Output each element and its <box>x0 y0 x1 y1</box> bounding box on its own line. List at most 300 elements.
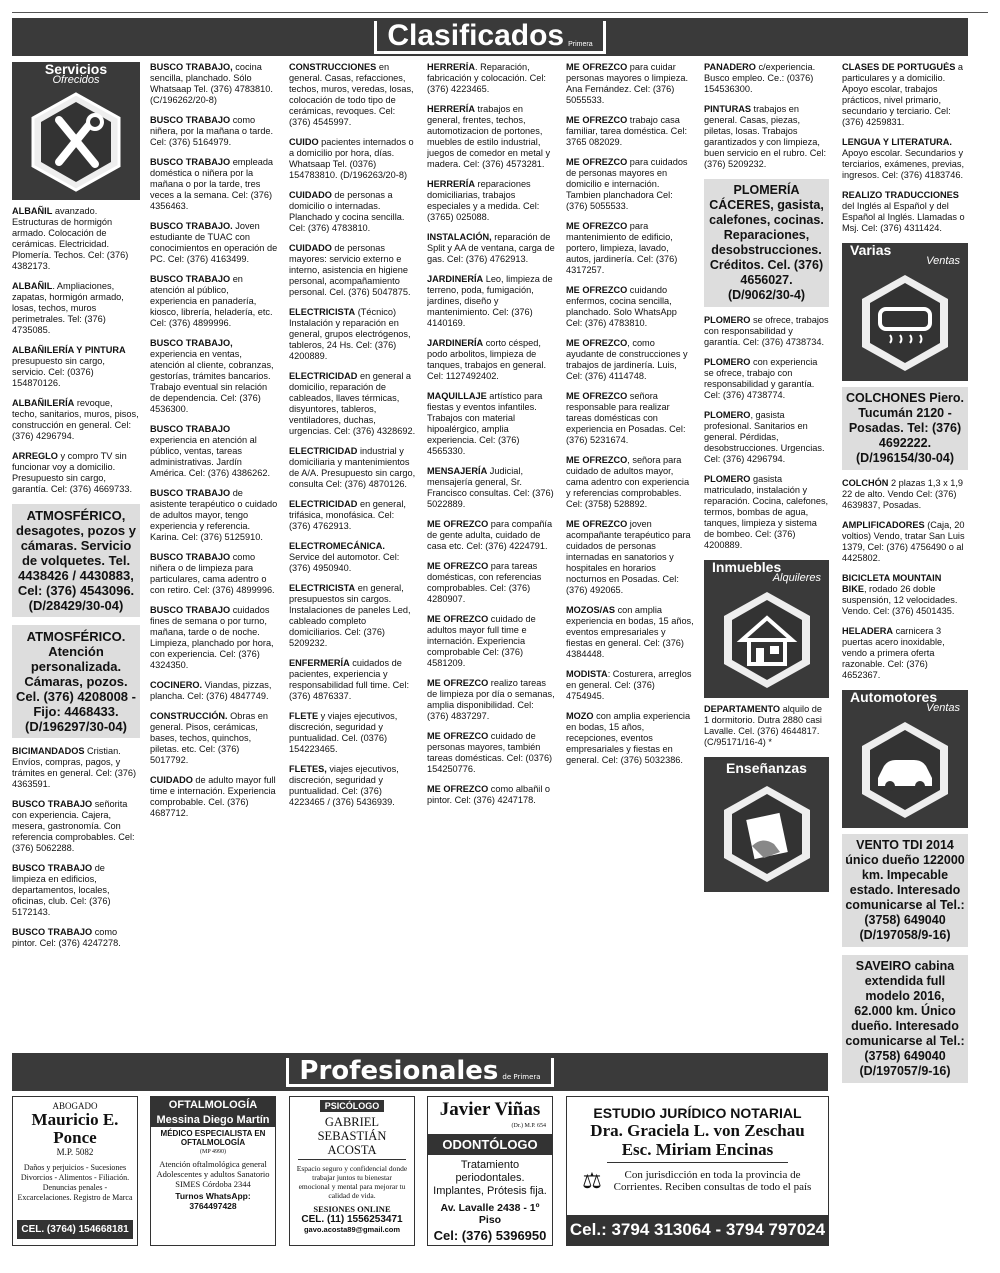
classified-ad <box>704 357 829 401</box>
ad-text: en general a domicilio, reparación de cableados, llaves térmicas, disyuntores, tableros, ventiladores, duchas, urgencias. Cel: (376) 4328692. <box>289 371 416 436</box>
ad-text: cuidando enfermos, cocina sencilla, planchado. Solo WhatsApp Cel: (376) 4783810. <box>566 285 677 328</box>
ad-keyword: MAQUILLAJE <box>427 391 487 401</box>
card-title: ESTUDIO JURÍDICO NOTARIAL <box>593 1105 802 1121</box>
ad-text: artístico para fiestas y eventos infantiles. Trabajos con material hipoalérgico, amplia experiencia. Cel: (376) 4565330. <box>427 391 543 456</box>
ad-keyword: ME OFREZCO <box>566 391 628 401</box>
ad-keyword: BUSCO TRABAJO <box>150 552 231 562</box>
card-desc: Tratamiento periodontales. Implantes, Prótesis fija. <box>433 1159 547 1197</box>
ad-text: para cuidados de personas mayores en domicilio e internación. Tambien planchadora Cel: (376) 5055533. <box>566 157 688 211</box>
ad-keyword: HERRERÍA <box>427 62 475 72</box>
section-name: Varias <box>850 242 892 258</box>
section-sub: Alquileres <box>772 572 821 584</box>
card-psicologo <box>289 1096 415 1246</box>
ad-keyword: CUIDADO <box>150 775 193 785</box>
profesionales-subtitle: de Primera <box>502 1072 541 1081</box>
ad-text: en atención al público, experiencia en panadería, kiosco, librería, heladería, etc. Cel: (376) 4899996. <box>150 274 273 328</box>
classified-ad <box>566 115 694 148</box>
ad-text: Leo, limpieza de terreno, poda, fumigación, jardines, diseño y mantenimiento. Cel: (376) 4140169. <box>427 274 553 328</box>
ad-text: de personas a domicilio o internadas. Planchado y cocina sencilla. Cel: (376) 4783810. <box>289 190 405 233</box>
classified-ad <box>150 552 278 596</box>
ad-keyword: CUIDO <box>289 137 319 147</box>
ad-keyword: ELECTRICIDAD <box>289 446 358 456</box>
ad-box-atmosferico-2: ATMOSFÉRICO. Atención personalizada. Cámaras, pozos. Cel. (376) 4208008 - Fijo: 4468433. (D/196297/30-04) <box>12 625 140 738</box>
card-phone: CEL. (11) 1556253471 <box>301 1214 403 1225</box>
ad-keyword: BICICLETA MOUNTAIN BIKE <box>842 573 942 594</box>
section-varias <box>842 243 968 381</box>
card-desc: Atención oftalmológica general Adolescentes y adultos Sanatorio SIMES Córdoba 2344 <box>156 1159 270 1189</box>
classified-ad <box>150 274 278 329</box>
classified-ad <box>427 104 555 170</box>
ad-keyword: ALBAÑIL <box>12 206 53 216</box>
classified-ad <box>12 451 140 495</box>
card-odontologo <box>427 1096 553 1246</box>
ad-text: reparación de Split y AA de ventana, carga de gas. Cel: (376) 4762913. <box>427 232 555 264</box>
ad-text: avanzado. Estructuras de hormigón armado. Colocación de cerámicas. Electricidad. Plomería. Techos. Cel: (376) 4382173. <box>12 206 129 271</box>
classified-ad <box>150 424 278 479</box>
scales-icon: ⚖ <box>582 1168 602 1193</box>
card-role: ABOGADO <box>52 1101 98 1111</box>
card-name-2: Esc. Miriam Encinas <box>607 1140 788 1163</box>
classified-ad <box>566 711 694 766</box>
page-subtitle: Primera <box>568 40 593 48</box>
classified-ad <box>289 243 417 298</box>
ad-text: gasista matriculado, instalación y reparación. Cocina, calefones, termos, bombas de agua, tanques, limpieza y sistema de bombeo. Cel: (376) 4200889. <box>704 474 829 550</box>
ad-keyword: BUSCO TRABAJO <box>150 488 231 498</box>
profesionales-title-frame <box>286 1055 553 1087</box>
ad-keyword: JARDINERÍA <box>427 274 484 284</box>
classified-ad <box>842 520 968 564</box>
ad-keyword: CLASES DE PORTUGUÉS <box>842 62 956 72</box>
classified-ad <box>12 746 140 790</box>
classified-ad <box>12 863 140 918</box>
ad-text: experiencia en atención al público, ventas, tareas administrativas. Jardín América. Cel: (376) 4386262. <box>150 435 271 478</box>
ad-text: para mantenimiento de edificio, portero, limpieza, lavado, autos, jardinería. Cel: (376) 4317257. <box>566 221 678 275</box>
ad-keyword: BICIMANDADOS <box>12 746 85 756</box>
ad-text: trabajos en general. Casas, piezas, piletas, losas. Trabajos garantizados y con limpieza, buen servicio en el rubro. Cel: (376) 5209232. <box>704 104 827 169</box>
ad-text: cuidado de adultos mayor full time e internación. Experiencia comprobable Cel: (376) 4581209. <box>427 614 536 668</box>
classified-ad <box>566 669 694 702</box>
card-phone: Cel.: 3794 313064 - 3794 797024 <box>567 1215 828 1245</box>
ad-keyword: REALIZO TRADUCCIONES <box>842 190 959 200</box>
classified-ad <box>427 614 555 669</box>
card-specialty: MÉDICO ESPECIALISTA EN OFTALMOLOGÍA <box>160 1129 266 1147</box>
ad-text: corto césped, podo arbolitos, limpieza de tanques, trabajos en general. Cel: 1127492402. <box>427 338 547 381</box>
ad-keyword: BUSCO TRABAJO <box>12 799 93 809</box>
profesionales-banner <box>12 1053 828 1091</box>
card-mp: M.P. 5082 <box>56 1147 94 1157</box>
section-automotores <box>842 690 968 828</box>
ad-text: Viandas, pizzas, plancha. Cel: (376) 4847749. <box>150 680 272 701</box>
classified-ad <box>12 398 140 442</box>
card-name: Mauricio E. Ponce <box>31 1110 119 1147</box>
ad-keyword: PLOMERO <box>704 410 751 420</box>
column-5 <box>566 62 694 1052</box>
ad-text: en general, presupuestos sin cargos. Instalaciones de paneles Led, cableado completo domiciliarios. Cel: (376) 5209232. <box>289 583 411 648</box>
ad-keyword: HELADERA <box>842 626 894 636</box>
classified-ad <box>150 157 278 212</box>
classified-ad <box>289 711 417 755</box>
classified-ad <box>289 446 417 490</box>
classified-ad <box>427 274 555 329</box>
section-inmuebles <box>704 560 829 698</box>
card-phone: Cel: (376) 5396950 <box>433 1228 547 1243</box>
classified-ad <box>150 488 278 543</box>
ad-text: en general. Casas, refacciones, techos, muros, veredas, losas, colocación de todo tipo de cerámicas, revoques. Cel: (376) 4545997. <box>289 62 414 127</box>
ad-keyword: ME OFREZCO <box>566 338 628 348</box>
ad-keyword: JARDINERÍA <box>427 338 484 348</box>
classified-ad <box>427 678 555 722</box>
ad-text: trabajos en general, frentes, techos, automotizacion de portones, muebles de estilo industrial, juegos de comedor en metal y madera. Cel: (376) 4573281. <box>427 104 551 169</box>
classified-ad <box>842 190 968 234</box>
car-icon <box>842 716 968 828</box>
section-sub: Ventas <box>926 255 960 267</box>
ad-keyword: CUIDADO <box>289 243 332 253</box>
ad-text: Apoyo escolar. Secundarios y terciarios, exámenes, previas, ingresos. Cel: (376) 4183746. <box>842 148 965 180</box>
tools-icon <box>12 88 140 200</box>
card-role: PSICÓLOGO <box>320 1100 384 1112</box>
ad-text: señora responsable para realizar tareas domésticas con experiencia en Posadas. Cel: (376) 5231674. <box>566 391 686 445</box>
classified-ad <box>704 62 829 95</box>
ad-text: , señora para cuidado de adultos mayor, cama adentro con experiencia y referencias comprobables. Cel: (3758) 528892. <box>566 455 690 509</box>
ad-text: carnicera 3 puertas acero inoxidable, vendo a primera oferta razonable. Cel: (376) 4652367. <box>842 626 945 680</box>
card-name: GABRIEL SEBASTIÁN ACOSTA <box>298 1115 406 1160</box>
classified-ad <box>842 62 968 128</box>
ad-text: realizo tareas de limpieza por día o semanas, amplia disponibilidad. Cel: (376) 4837297. <box>427 678 555 721</box>
ad-keyword: ARREGLO <box>12 451 58 461</box>
ad-keyword: ELECTRICIDAD <box>289 371 358 381</box>
classified-ad <box>289 371 417 437</box>
classified-ad <box>150 62 278 106</box>
ad-text: del Inglés al Español y del Español al Inglés. Llamadas o Msj. Cel: (376) 4311424. <box>842 201 965 233</box>
ad-keyword: BUSCO TRABAJO, <box>150 338 233 348</box>
card-name: Messina Diego Martín <box>151 1113 275 1127</box>
ad-text: Cristian. Envíos, compras, pagos, y trámites en general. Cel: (376) 4363591. <box>12 746 137 789</box>
ad-keyword: PINTURAS <box>704 104 751 114</box>
classified-ad <box>842 137 968 181</box>
classified-ad <box>150 338 278 415</box>
ad-keyword: COCINERO. <box>150 680 203 690</box>
classified-ad <box>566 62 694 106</box>
card-role: OFTALMOLOGÍA <box>151 1097 275 1113</box>
ad-keyword: ME OFREZCO <box>566 519 628 529</box>
classified-ad <box>566 157 694 212</box>
card-estudio-juridico <box>566 1096 829 1246</box>
classified-ad <box>704 704 829 748</box>
ad-keyword: ELECTRICIDAD <box>289 499 358 509</box>
ad-text: trabajo casa familiar, tarea doméstica. Cel: 3765 082029. <box>566 115 688 147</box>
classified-ad <box>566 605 694 660</box>
ad-text: alquilo de 1 dormitorio. Dutra 2880 casi Lavalle. Cel. (376) 4644817. (C/95171/16-4) * <box>704 704 822 747</box>
ad-keyword: ALBAÑILERÍA Y PINTURA <box>12 345 126 355</box>
classified-ad <box>289 190 417 234</box>
ad-keyword: ME OFREZCO <box>566 157 628 167</box>
ad-text: . Reparación, fabricación y colocación. Cel: (376) 4223465. <box>427 62 546 94</box>
classified-ad <box>150 775 278 819</box>
classified-ad <box>150 221 278 265</box>
ad-keyword: BUSCO TRABAJO <box>150 424 231 434</box>
ad-text: , gasista profesional. Sanitarios en general. Pérdidas, desobstrucciones. Urgencias. Cel: (376) 4296794. <box>704 410 825 464</box>
ad-text: cuidados de pacientes, experiencia y responsabilidad full time. Cel: (376) 4876337. <box>289 658 410 701</box>
section-name: Automotores <box>850 689 938 705</box>
section-name: Inmuebles <box>712 559 782 575</box>
ad-keyword: ME OFREZCO <box>427 519 489 529</box>
ad-keyword: INSTALACIÓN, <box>427 232 492 242</box>
ad-text: como albañil o pintor. Cel: (376) 4247178. <box>427 784 551 805</box>
classified-ad <box>12 345 140 389</box>
column-2 <box>150 62 278 1052</box>
classified-ad <box>842 478 968 511</box>
ad-keyword: ME OFREZCO <box>427 678 489 688</box>
classified-ad <box>427 232 555 265</box>
card-phone: CEL. (3764) 154668181 <box>17 1220 133 1239</box>
ad-box-saveiro: SAVEIRO cabina extendida full modelo 2016, 62.000 km. Único dueño. Interesado comunicarse al Tel.: (3758) 649040 (D/197057/9-16) <box>842 955 968 1083</box>
classified-ad <box>289 541 417 574</box>
classified-ad <box>566 221 694 276</box>
classified-ad <box>566 338 694 382</box>
classified-ad <box>150 680 278 702</box>
ad-text: como pintor. Cel: (376) 4247278. <box>12 927 121 948</box>
ad-keyword: BUSCO TRABAJO <box>150 605 231 615</box>
ad-keyword: ALBAÑIL <box>12 281 53 291</box>
classified-ad <box>150 605 278 671</box>
top-rule <box>12 12 988 13</box>
card-name-1: Dra. Graciela L. von Zeschau <box>590 1121 805 1140</box>
classified-ad <box>704 104 829 170</box>
ad-keyword: ME OFREZCO <box>427 731 489 741</box>
ad-keyword: ENFERMERÍA <box>289 658 350 668</box>
section-sub: Ventas <box>926 702 960 714</box>
ad-keyword: ME OFREZCO <box>566 455 628 465</box>
ad-keyword: ME OFREZCO <box>427 561 489 571</box>
ad-box-atmosferico-1: ATMOSFÉRICO, desagotes, pozos y cámaras. Servicio de volquetes. Tel. 4438426 / 4430883, Cel: (376) 4543096. (D/28429/30-04) <box>12 504 140 617</box>
ad-keyword: COLCHÓN <box>842 478 889 488</box>
ad-keyword: BUSCO TRABAJO <box>12 863 93 873</box>
page-title: Clasificados <box>387 18 565 52</box>
header-banner <box>12 18 968 56</box>
ad-text: viajes ejecutivos, discreción, seguridad y puntualidad. Cel: (376) 4223465 / (376) 5436939. <box>289 764 399 807</box>
ad-box-plomeria: PLOMERÍA CÁCERES, gasista, calefones, cocinas. Reparaciones, desobstrucciones. Créditos. Cel. (376) 4656027. (D/9062/30-4) <box>704 179 829 307</box>
classified-ad <box>12 281 140 336</box>
ad-keyword: ELECTROMECÁNICA. <box>289 541 385 551</box>
ad-keyword: FLETES, <box>289 764 327 774</box>
classified-ad <box>427 561 555 605</box>
classified-ad <box>289 499 417 532</box>
classified-ad <box>12 799 140 854</box>
card-address: Av. Lavalle 2438 - 1º Piso <box>440 1202 540 1226</box>
ad-text: Joven estudiante de TUAC con conocimientos en operación de PC. Cel: (376) 4163499. <box>150 221 278 264</box>
section-name: Enseñanzas <box>726 760 807 776</box>
classified-ad <box>566 455 694 510</box>
ad-keyword: MOZO <box>566 711 594 721</box>
ad-text: de asistente terapéutico o cuidado de adultos mayor, tengo experiencia y referencia. Karina. Cel: (376) 5125910. <box>150 488 278 542</box>
ad-keyword: CUIDADO <box>289 190 332 200</box>
card-mp: (MP 4990) <box>200 1149 226 1155</box>
ad-text: cuidado de personas mayores, también tareas domésticas. Cel: (0376) 154250776. <box>427 731 553 774</box>
ad-text: joven acompañante terapéutico para cuidados de personas internadas en sanatorios y hospitales en horarios nocturnos en Posadas. Cel: (376) 492065. <box>566 519 691 595</box>
ad-text: empleada doméstica o niñera por la mañana o por la tarde, tres veces a la semana. Cel: (376) 4356463. <box>150 157 274 211</box>
ad-text: Service del automotor. Cel: (376) 4950940. <box>289 552 400 573</box>
column-7 <box>842 62 968 1247</box>
classified-ad <box>289 583 417 649</box>
ad-keyword: CONSTRUCCIÓN. <box>150 711 228 721</box>
ad-keyword: ME OFREZCO <box>427 784 489 794</box>
section-servicios <box>12 62 140 200</box>
card-email: gavo.acosta89@gmail.com <box>303 1225 401 1234</box>
classified-ad <box>704 315 829 348</box>
ad-keyword: PANADERO <box>704 62 756 72</box>
ad-text: industrial y domiciliaria y mantenimientos de A/A. Presupuesto sin cargo, consulta Cel: (376) 4870126. <box>289 446 416 489</box>
ad-keyword: ME OFREZCO <box>427 614 489 624</box>
classified-ad <box>289 764 417 808</box>
classified-ad <box>427 519 555 552</box>
classified-ad <box>566 285 694 329</box>
column-1 <box>12 62 140 1052</box>
ad-text: : Costurera, arreglos en general. Cel: (376) 4754945. <box>566 669 692 701</box>
classified-ad <box>427 391 555 457</box>
ad-keyword: MENSAJERÍA <box>427 466 488 476</box>
card-desc: Con jurisdicción en toda la provincia de Corrientes. Reciben consultas de todo el país <box>613 1169 812 1193</box>
ad-text: . Ampliaciones, zapatas, hormigón armado, losas, techos, muros perimetrales. Tel: (376) 4735085. <box>12 281 124 335</box>
ad-text: Obras en general. Pisos, cerámicas, bases, techos, quinchos, piletas. etc. Cel: (376) 5017792. <box>150 711 268 765</box>
card-name: Javier Viñas <box>439 1099 541 1120</box>
ad-keyword: BUSCO TRABAJO, <box>150 62 233 72</box>
ad-text: Judicial, mensajería general, Sr. Francisco consultas. Cel: (376) 5022889. <box>427 466 554 509</box>
classified-ad <box>427 179 555 223</box>
column-4 <box>427 62 555 1052</box>
ad-text: (Técnico) Instalación y reparación en general, grupos electrógenos, tableros, 24 Hs. Cel: (376) 4200889. <box>289 307 411 361</box>
ad-keyword: HERRERÍA <box>427 179 475 189</box>
ad-text: (Caja, 20 voltios) Vendo, tratar San Luis 1379, Cel: (376) 4756490 o al 4425802. <box>842 520 965 563</box>
ad-text: 2 plazas 1,3 x 1,9 22 de alto. Vendo Cel: (376) 4639837, Posadas. <box>842 478 964 510</box>
ad-keyword: BUSCO TRABAJO <box>12 927 93 937</box>
classified-ad <box>427 731 555 775</box>
ad-text: con amplia experiencia en bodas, 15 años, recepciones, eventos empresariales y fiestas en general. Cel: (376) 5032386. <box>566 711 691 765</box>
classified-ad <box>704 474 829 551</box>
ad-keyword: ME OFREZCO <box>566 62 628 72</box>
section-sub: Ofrecidos <box>52 74 100 86</box>
classified-ad <box>289 62 417 128</box>
ad-keyword: PLOMERO <box>704 357 751 367</box>
ad-keyword: BUSCO TRABAJO. <box>150 221 233 231</box>
ad-text: de personas mayores: servicio externo e interno, asistencia en higiene personal, acompañamiento personal. Cel. (376) 5047875. <box>289 243 411 297</box>
ad-text: de limpieza en edificios, departamentos, locales, oficinas, club. Cel: (376) 5172143. <box>12 863 111 917</box>
ad-keyword: BUSCO TRABAJO <box>150 157 231 167</box>
ad-text: con experiencia se ofrece, trabajo con responsabilidad y garantía. Cel: (376) 4738774. <box>704 357 818 400</box>
classified-ad <box>842 573 968 617</box>
ad-text: cuidados fines de semana o por turno, mañana, tarde o de noche. Limpieza, planchado por hora, con experiencia. Cel: (376) 4324350. <box>150 605 274 670</box>
ad-text: cocina sencilla, planchado. Sólo Whatsaap Tel. (376) 4783810. (C/196262/20-8) <box>150 62 273 105</box>
ad-text: , rodado 26 doble suspensión, 12 velocidades. Vendo. Cel: (376) 4501435. <box>842 584 958 616</box>
classified-ad <box>12 927 140 949</box>
ad-box-vento: VENTO TDI 2014 único dueño 122000 km. Impecable estado. Interesado comunicarse al Tel.: (3758) 649040 (D/197058/9-16) <box>842 834 968 947</box>
profesionales-title: Profesionales <box>299 1055 499 1086</box>
ad-keyword: PLOMERO <box>704 474 751 484</box>
ad-text: pacientes internados o a domicilio por hora, días. Whatsaap Tel. (0376) 154783810. (D/196263/20-8) <box>289 137 414 180</box>
ad-text: , como ayudante de construcciones y trabajos de jardinería. Luis, Cel: (376) 4114748. <box>566 338 688 381</box>
classified-ad <box>150 711 278 766</box>
ad-text: para tareas domésticas, con referencias comprobables. Cel: (376) 4280907. <box>427 561 542 604</box>
classified-ad <box>289 658 417 702</box>
ad-keyword: LENGUA Y LITERATURA. <box>842 137 952 147</box>
ad-keyword: FLETE <box>289 711 319 721</box>
ad-keyword: HERRERÍA <box>427 104 475 114</box>
card-mp: (Dr.) M.P. 654 <box>511 1123 546 1129</box>
classified-ad <box>289 307 417 362</box>
ad-text: y viajes ejecutivos, discreción, seguridad y puntualidad. Cel. (0376) 154223465. <box>289 711 398 754</box>
house-icon <box>704 586 829 698</box>
ad-keyword: BUSCO TRABAJO <box>150 274 231 284</box>
ad-box-colchones: COLCHONES Piero. Tucumán 2120 - Posadas. Tel: (376) 4692222. (D/196154/30-04) <box>842 387 968 470</box>
ad-keyword: ELECTRICISTA <box>289 583 356 593</box>
ad-text: de adulto mayor full time e internación. Experiencia comprobable. Cel. (376) 4687712. <box>150 775 276 818</box>
classified-ad <box>427 784 555 806</box>
ad-text: señorita con experiencia. Cajera, mesera, gastronomía. Con referencia comprobables. Cel: (376) 5062288. <box>12 799 135 853</box>
ad-text: y compro TV sin funcionar voy a domicilio. Presupuesto sin cargo, garantía. Cel: (376) 4669733. <box>12 451 133 494</box>
classified-ad <box>842 626 968 681</box>
ad-text: reparaciones domiciliarias, trabajos especiales y a medida. Cel: (3765) 025088. <box>427 179 540 222</box>
ad-text: se ofrece, trabajos con responsabilidad y garantía. Cel: (376) 4738734. <box>704 315 829 347</box>
ad-keyword: ME OFREZCO <box>566 285 628 295</box>
column-3 <box>289 62 417 1052</box>
ad-text: presupuesto sin cargo, servicio. Cel: (0376) 154870126. <box>12 356 105 388</box>
ad-text: c/experiencia. Busco empleo. Ce.: (0376) 154536300. <box>704 62 816 94</box>
ad-text: para compañía de gente adulta, cuidado de casa etc. Cel: (376) 4224791. <box>427 519 553 551</box>
card-role: ODONTÓLOGO <box>428 1134 552 1155</box>
card-oftalmologia <box>150 1096 276 1246</box>
card-desc: Daños y perjuicios - Sucesiones Divorcios - Alimentos - Filiación. Denuncias penales - Excarcelaciones. Registro de Marca <box>17 1163 133 1202</box>
ad-keyword: ME OFREZCO <box>566 115 628 125</box>
classified-ad <box>427 338 555 382</box>
ad-text: revoque, techo, sanitarios, muros, pisos, construcción en general. Cel: (376) 4296794. <box>12 398 139 441</box>
classified-ad <box>427 466 555 510</box>
ad-keyword: MOZOS/AS <box>566 605 616 615</box>
column-6 <box>704 62 829 1047</box>
section-ensenanzas <box>704 757 829 892</box>
classified-ad <box>566 519 694 596</box>
classified-ad <box>566 391 694 446</box>
card-phone: 3764497428 <box>189 1201 237 1211</box>
ad-keyword: AMPLIFICADORES <box>842 520 925 530</box>
ad-text: como niñera o de limpieza para particulares, cama adentro o con retiro. Cel: (376) 4899996. <box>150 552 275 595</box>
classified-ad <box>12 206 140 272</box>
mattress-icon <box>842 269 968 381</box>
ad-keyword: ELECTRICISTA <box>289 307 356 317</box>
card-desc: Espacio seguro y confidencial donde trabajar juntos tu bienestar emocional y mental para mejorar tu calidad de vida. <box>296 1164 408 1200</box>
card-abogado <box>12 1096 138 1246</box>
card-turnos: Turnos WhatsApp: <box>175 1191 251 1201</box>
ad-text: en general, trifásica, monofásica. Cel: (376) 4762913. <box>289 499 406 531</box>
ad-keyword: BUSCO TRABAJO <box>150 115 231 125</box>
ad-keyword: ALBAÑILERÍA <box>12 398 75 408</box>
card-sessions: SESIONES ONLINE <box>313 1204 391 1214</box>
ad-text: con amplia experiencia en bodas, 15 años, eventos empresariales y fiestas en general. Cel: (376) 4384448. <box>566 605 694 659</box>
classified-ad <box>427 62 555 95</box>
ad-keyword: PLOMERO <box>704 315 751 325</box>
section-name: Servicios <box>44 62 108 77</box>
classified-ad <box>289 137 417 181</box>
header-title-frame <box>374 18 605 54</box>
ad-text: experiencia en ventas, atención al cliente, cobranzas, gestorías, trámites bancarios. Trabajo eventual sin relación de dependencia. Cel: (376) 4536300. <box>150 349 274 414</box>
ad-keyword: ME OFREZCO <box>566 221 628 231</box>
ad-keyword: DEPARTAMENTO <box>704 704 781 714</box>
ad-text: como niñera, por la mañana o tarde. Cel: (376) 5164979. <box>150 115 274 147</box>
classified-ad <box>150 115 278 148</box>
ad-text: a particulares y a domicilio. Apoyo escolar, trabajos prácticos, nivel primario, secundario y terciario. Cel: (376) 4259831. <box>842 62 963 127</box>
teaching-icon <box>704 780 829 892</box>
ad-text: para cuidar personas mayores o limpieza. Ana Fernández. Cel: (376) 5055533. <box>566 62 689 105</box>
ad-keyword: MODISTA <box>566 669 608 679</box>
classified-ad <box>704 410 829 465</box>
